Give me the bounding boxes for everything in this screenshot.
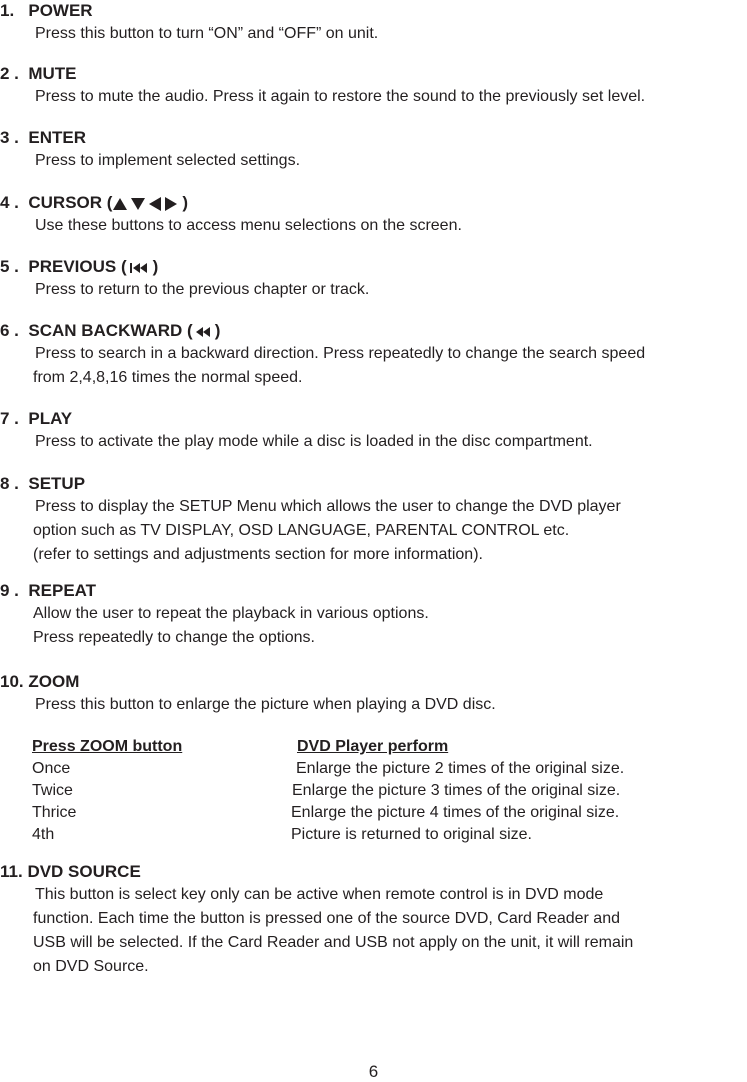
- section-title-end: ): [214, 321, 221, 340]
- description-line: (refer to settings and adjustments section for more information).: [33, 546, 483, 563]
- description-line: Allow the user to repeat the playback in various options.: [33, 605, 429, 622]
- zoom-header-button: Press ZOOM button: [32, 738, 183, 755]
- zoom-press-cell: 4th: [32, 826, 55, 843]
- rewind-icon: [193, 324, 215, 340]
- section-number: 7 .: [0, 409, 19, 428]
- section-number: 1.: [0, 1, 15, 20]
- section-number: 6 .: [0, 321, 19, 340]
- zoom-result-cell: Enlarge the picture 4 times of the original size.: [291, 804, 620, 821]
- section-heading: [0, 408, 747, 430]
- zoom-result-cell: Enlarge the picture 2 times of the original size.: [296, 760, 625, 777]
- section-description: [0, 342, 747, 390]
- section-description: [0, 85, 747, 109]
- zoom-header-perform: DVD Player perform: [297, 738, 449, 755]
- description-line: Press to search in a backward direction. Press repeatedly to change the search speed: [35, 345, 646, 362]
- section-number: 4 .: [0, 193, 19, 212]
- description-line: Press to display the SETUP Menu which allows the user to change the DVD player: [35, 498, 621, 515]
- section-enter: [0, 127, 747, 173]
- section-heading: [0, 320, 747, 342]
- previous-track-icon: [127, 260, 153, 276]
- section-title: ZOOM: [28, 672, 80, 691]
- zoom-table-row: [32, 824, 732, 846]
- section-repeat: [0, 580, 747, 650]
- description-line: Press repeatedly to change the options.: [33, 629, 315, 646]
- cursor-arrows-icon: [112, 196, 182, 212]
- section-previous: [0, 256, 747, 302]
- section-title: DVD SOURCE: [27, 862, 141, 881]
- section-title: PREVIOUS (: [28, 257, 127, 276]
- description-line: from 2,4,8,16 times the normal speed.: [33, 369, 303, 386]
- section-heading: [0, 861, 747, 883]
- zoom-table-row: [32, 802, 732, 824]
- zoom-result-cell: Enlarge the picture 3 times of the original size.: [292, 782, 621, 799]
- section-number: 2 .: [0, 64, 19, 83]
- section-heading: [0, 192, 747, 214]
- zoom-table-row: [32, 758, 732, 780]
- section-power: [0, 0, 747, 46]
- section-heading: [0, 473, 747, 495]
- section-heading: [0, 0, 747, 22]
- section-description: [0, 22, 747, 46]
- section-dvd-source: [0, 861, 747, 979]
- zoom-result-cell: Picture is returned to original size.: [291, 826, 532, 843]
- section-title: SETUP: [28, 474, 86, 493]
- section-description: [0, 883, 747, 979]
- section-heading: [0, 580, 747, 602]
- section-description: [0, 495, 747, 567]
- section-number: 3 .: [0, 128, 19, 147]
- section-mute: [0, 63, 747, 109]
- section-title: PLAY: [28, 409, 73, 428]
- section-cursor: [0, 192, 747, 238]
- section-description: [0, 693, 747, 717]
- section-number: 8 .: [0, 474, 19, 493]
- section-title: REPEAT: [28, 581, 97, 600]
- section-heading: [0, 127, 747, 149]
- description-line: This button is select key only can be active when remote control is in DVD mode: [35, 886, 604, 903]
- section-description: [0, 602, 747, 650]
- section-title: CURSOR (: [28, 193, 113, 212]
- section-description: [0, 430, 747, 454]
- description-line: Press to implement selected settings.: [35, 152, 301, 169]
- description-line: Press to activate the play mode while a disc is loaded in the disc compartment.: [35, 433, 593, 450]
- zoom-table-row: [32, 780, 732, 802]
- section-title: ENTER: [28, 128, 86, 147]
- description-line: Press this button to turn “ON” and “OFF” on unit.: [35, 25, 379, 42]
- zoom-press-cell: Once: [32, 760, 71, 777]
- section-heading: [0, 63, 747, 85]
- description-line: on DVD Source.: [33, 958, 149, 975]
- zoom-table: [32, 736, 732, 846]
- page-number: 6: [368, 1062, 379, 1081]
- description-line: Press this button to enlarge the picture when playing a DVD disc.: [35, 696, 496, 713]
- section-title: POWER: [28, 1, 93, 20]
- section-play: [0, 408, 747, 454]
- description-line: USB will be selected. If the Card Reader and USB not apply on the unit, it will remain: [33, 934, 634, 951]
- section-heading: [0, 256, 747, 278]
- section-description: [0, 214, 747, 238]
- zoom-press-cell: Thrice: [32, 804, 77, 821]
- section-number: 10.: [0, 672, 24, 691]
- zoom-table-header: [32, 736, 732, 758]
- zoom-press-cell: Twice: [32, 782, 73, 799]
- section-number: 11.: [0, 862, 23, 881]
- section-title-end: ): [182, 193, 189, 212]
- section-title: SCAN BACKWARD (: [28, 321, 193, 340]
- description-line: option such as TV DISPLAY, OSD LANGUAGE, PARENTAL CONTROL etc.: [33, 522, 570, 539]
- section-description: [0, 149, 747, 173]
- section-number: 5 .: [0, 257, 19, 276]
- section-heading: [0, 671, 747, 693]
- section-scan-backward: [0, 320, 747, 390]
- section-setup: [0, 473, 747, 567]
- description-line: function. Each time the button is pressed one of the source DVD, Card Reader and: [33, 910, 620, 927]
- section-description: [0, 278, 747, 302]
- section-title-end: ): [152, 257, 159, 276]
- section-zoom: [0, 671, 747, 717]
- description-line: Use these buttons to access menu selections on the screen.: [35, 217, 462, 234]
- section-title: MUTE: [28, 64, 77, 83]
- section-number: 9 .: [0, 581, 19, 600]
- description-line: Press to return to the previous chapter or track.: [35, 281, 370, 298]
- description-line: Press to mute the audio. Press it again to restore the sound to the previously set level.: [35, 88, 646, 105]
